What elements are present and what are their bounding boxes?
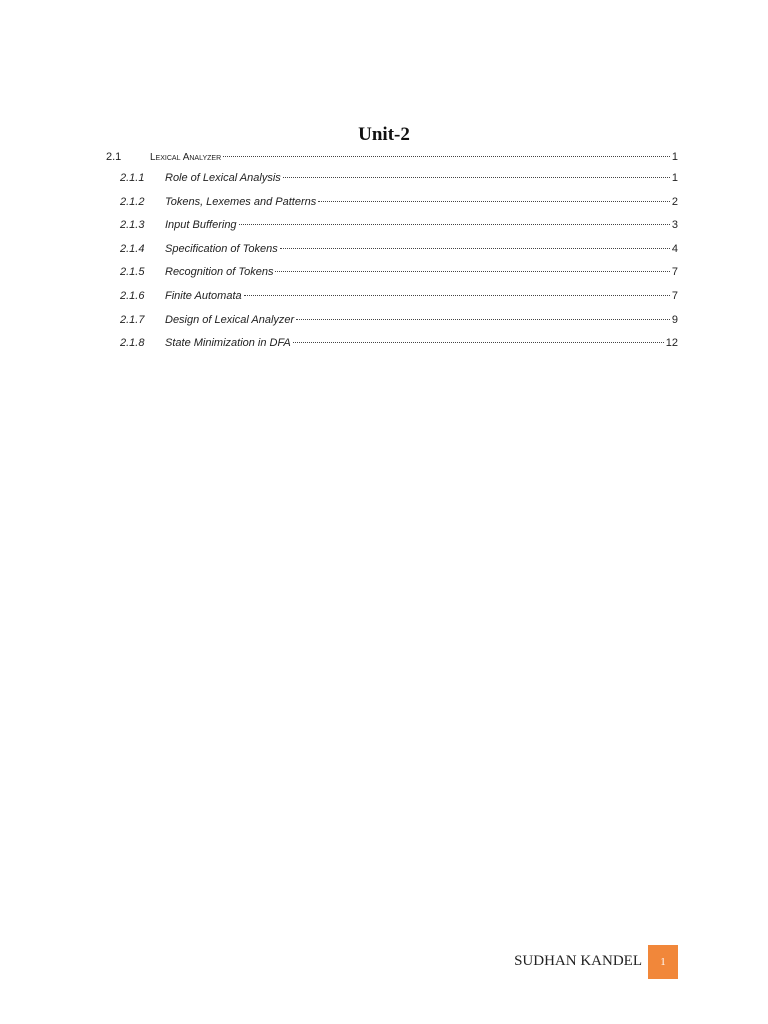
toc-entry-number: 2.1.4 [120, 242, 145, 255]
toc-entry-page: 2 [671, 195, 678, 208]
toc-entry-number: 2.1.2 [120, 195, 145, 208]
toc-entry-title: Lexical Analyzer [150, 152, 222, 163]
toc-entry[interactable] [106, 195, 678, 219]
toc-entry[interactable] [106, 313, 678, 337]
toc-entry[interactable] [106, 171, 678, 195]
toc-entry-number: 2.1.7 [120, 313, 145, 326]
toc-entry-page: 4 [671, 242, 678, 255]
toc-entry-page: 9 [671, 313, 678, 326]
toc-entry-page: 12 [665, 337, 678, 350]
toc-entry-page: 1 [671, 151, 678, 163]
toc-entry-number: 2.1.1 [120, 172, 145, 184]
toc-dot-leader [280, 248, 670, 249]
toc-entry-title: State Minimization in DFA [165, 337, 291, 350]
toc-dot-leader [239, 224, 670, 225]
toc-entry-page: 1 [671, 172, 678, 184]
toc-entry-title: Tokens, Lexemes and Patterns [165, 195, 317, 208]
toc-entry-number: 2.1.5 [120, 266, 145, 279]
toc-entry-page: 3 [671, 219, 678, 232]
toc-entry-title: Recognition of Tokens [165, 266, 274, 279]
toc-entry[interactable] [106, 218, 678, 242]
toc-entry[interactable] [106, 265, 678, 289]
toc-dot-leader [275, 271, 669, 272]
toc-dot-leader [318, 201, 670, 202]
table-of-contents [106, 150, 678, 360]
toc-entry-title: Design of Lexical Analyzer [165, 313, 295, 326]
toc-entry-number: 2.1 [106, 151, 122, 163]
toc-entry[interactable] [106, 336, 678, 360]
toc-dot-leader [244, 295, 670, 296]
toc-entry[interactable] [106, 242, 678, 266]
toc-dot-leader [293, 342, 664, 343]
toc-entry-title: Specification of Tokens [165, 242, 278, 255]
toc-entry[interactable] [106, 289, 678, 313]
toc-dot-leader [283, 177, 670, 178]
toc-entry-number: 2.1.3 [120, 219, 145, 232]
page-title: Unit-2 [358, 124, 410, 145]
toc-dot-leader [296, 319, 670, 320]
toc-entry-page: 7 [671, 266, 678, 279]
toc-entry[interactable] [106, 150, 678, 171]
page-number-badge: 1 [648, 945, 678, 979]
toc-entry-page: 7 [671, 289, 678, 302]
toc-dot-leader [223, 156, 670, 157]
toc-entry-number: 2.1.6 [120, 289, 145, 302]
toc-entry-title: Role of Lexical Analysis [165, 172, 281, 184]
footer-author: SUDHAN KANDEL [514, 953, 642, 969]
toc-entry-title: Finite Automata [165, 289, 242, 302]
toc-entry-title: Input Buffering [165, 219, 237, 232]
toc-entry-number: 2.1.8 [120, 337, 145, 350]
